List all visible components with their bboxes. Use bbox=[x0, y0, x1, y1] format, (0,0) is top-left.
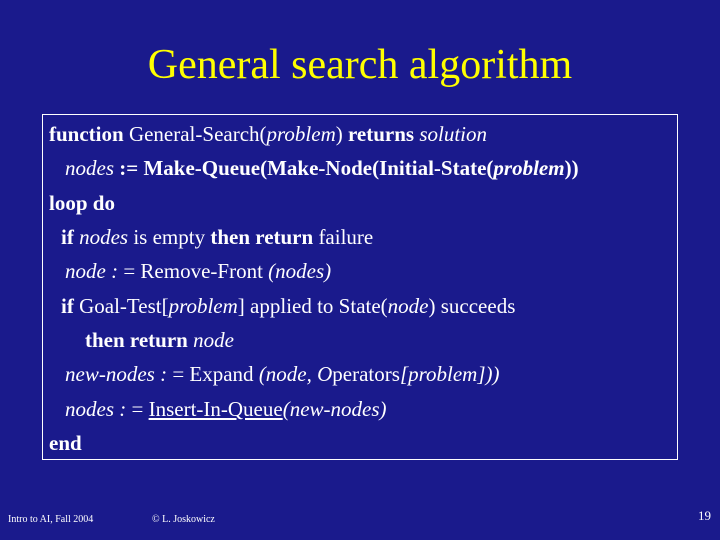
insert-in-queue-text: Insert-In-Queue bbox=[148, 397, 283, 421]
page-number: 19 bbox=[698, 508, 711, 523]
code-line-6 bbox=[61, 293, 515, 319]
succeeds-text: ) succeeds bbox=[428, 294, 516, 318]
code-line-4 bbox=[61, 224, 373, 250]
keyword-if: if bbox=[61, 294, 74, 318]
goal-test-text: Goal-Test[ bbox=[73, 294, 169, 318]
param-problem: problem bbox=[266, 122, 336, 146]
arg-problem: [problem])) bbox=[399, 362, 500, 386]
function-name: General-Search( bbox=[123, 122, 267, 146]
code-line-3 bbox=[49, 190, 115, 216]
slide-title: General search algorithm bbox=[147, 42, 573, 88]
code-line-8 bbox=[65, 361, 499, 387]
applied-to-text: ] applied to State( bbox=[237, 294, 388, 318]
is-empty-text: is empty bbox=[128, 225, 211, 249]
var-new-nodes: new-nodes : bbox=[65, 362, 168, 386]
param-problem: problem bbox=[493, 156, 565, 180]
var-node: node : bbox=[65, 259, 119, 283]
make-queue-expr: := Make-Queue(Make-Node(Initial-State( bbox=[114, 156, 494, 180]
keyword-returns: returns bbox=[347, 122, 415, 146]
operators-text: perators bbox=[332, 362, 400, 386]
arg-node-o: (node, O bbox=[258, 362, 333, 386]
footer-course: Intro to AI, Fall 2004 bbox=[8, 514, 94, 525]
remove-front-text: = Remove-Front bbox=[118, 259, 269, 283]
failure-text: failure bbox=[313, 225, 374, 249]
arg-nodes: (nodes) bbox=[268, 259, 332, 283]
keyword-loop-do: loop do bbox=[49, 191, 115, 215]
keyword-then-return: then return bbox=[85, 328, 188, 352]
code-line-2 bbox=[65, 155, 579, 181]
assign-text: = bbox=[126, 397, 149, 421]
paren-close: ) bbox=[335, 122, 348, 146]
keyword-then-return: then return bbox=[210, 225, 314, 249]
code-line-7 bbox=[85, 327, 234, 353]
var-node: node bbox=[193, 328, 234, 352]
code-line-5 bbox=[65, 258, 331, 284]
arg-new-nodes: (new-nodes) bbox=[282, 397, 387, 421]
return-solution: solution bbox=[419, 122, 488, 146]
code-line-9 bbox=[65, 396, 387, 422]
code-line-10 bbox=[49, 430, 82, 456]
keyword-end: end bbox=[49, 431, 82, 455]
var-nodes: nodes : bbox=[65, 397, 127, 421]
param-problem: problem bbox=[168, 294, 238, 318]
param-node: node bbox=[387, 294, 429, 318]
parens-close: )) bbox=[564, 156, 579, 180]
pseudocode-box bbox=[42, 114, 678, 460]
var-nodes: nodes bbox=[65, 156, 114, 180]
code-line-1 bbox=[49, 121, 487, 147]
var-nodes: nodes bbox=[79, 225, 129, 249]
keyword-function: function bbox=[49, 122, 124, 146]
keyword-if: if bbox=[61, 225, 74, 249]
expand-text: = Expand bbox=[167, 362, 259, 386]
footer-author: © L. Joskowicz bbox=[152, 514, 215, 525]
